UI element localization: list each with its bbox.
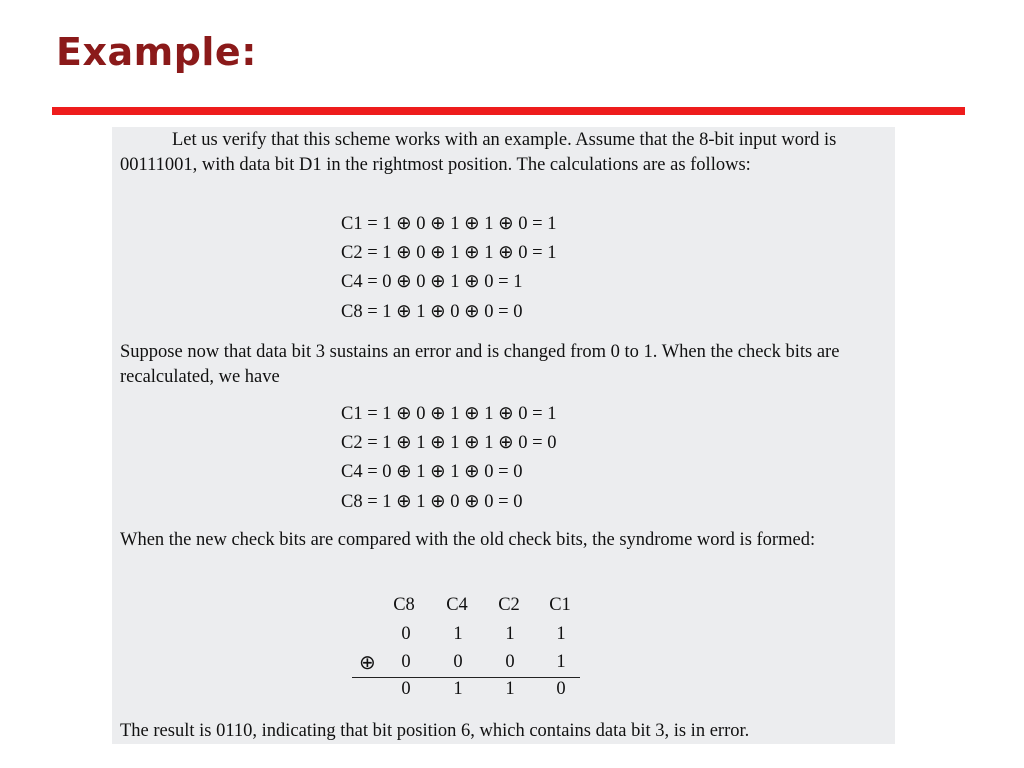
old-bit: 0 [401,624,411,644]
recalc-c8: C8 = 1 ⊕ 1 ⊕ 0 ⊕ 0 = 0 [341,492,523,512]
syndrome-header: C1 [549,595,571,615]
result-bit: 1 [453,679,463,699]
new-bit: 1 [556,652,566,672]
intro-paragraph: Let us verify that this scheme works with an example. Assume that the 8-bit input word is 00111001, with data bit D1 in the rightmost position. The calculations are as follows: [120,130,837,175]
title-underline [52,107,965,115]
scanned-textbook-page [112,127,895,744]
calc-c1: C1 = 1 ⊕ 0 ⊕ 1 ⊕ 1 ⊕ 0 = 1 [341,214,557,234]
sum-line [352,677,580,678]
calc-c4: C4 = 0 ⊕ 0 ⊕ 1 ⊕ 0 = 1 [341,272,523,292]
result-bit: 0 [401,679,411,699]
syndrome-header: C8 [393,595,415,615]
new-bit: 0 [401,652,411,672]
old-bit: 1 [505,624,515,644]
recalc-c1: C1 = 1 ⊕ 0 ⊕ 1 ⊕ 1 ⊕ 0 = 1 [341,404,557,424]
old-bit: 1 [556,624,566,644]
new-bit: 0 [505,652,515,672]
xor-symbol: ⊕ [359,652,376,674]
result-bit: 0 [556,679,566,699]
compare-paragraph: When the new check bits are compared with the old check bits, the syndrome word is formed: [120,530,816,550]
recalc-c2: C2 = 1 ⊕ 1 ⊕ 1 ⊕ 1 ⊕ 0 = 0 [341,433,557,453]
new-bit: 0 [453,652,463,672]
calc-c8: C8 = 1 ⊕ 1 ⊕ 0 ⊕ 0 = 0 [341,302,523,322]
slide-title: Example: [56,30,257,74]
recalc-c4: C4 = 0 ⊕ 1 ⊕ 1 ⊕ 0 = 0 [341,462,523,482]
result-bit: 1 [505,679,515,699]
old-bit: 1 [453,624,463,644]
syndrome-header: C4 [446,595,468,615]
calc-c2: C2 = 1 ⊕ 0 ⊕ 1 ⊕ 1 ⊕ 0 = 1 [341,243,557,263]
error-paragraph: Suppose now that data bit 3 sustains an error and is changed from 0 to 1. When the check bits are recalculated, we have [120,342,840,387]
syndrome-header: C2 [498,595,520,615]
result-paragraph: The result is 0110, indicating that bit position 6, which contains data bit 3, is in error. [120,721,750,741]
